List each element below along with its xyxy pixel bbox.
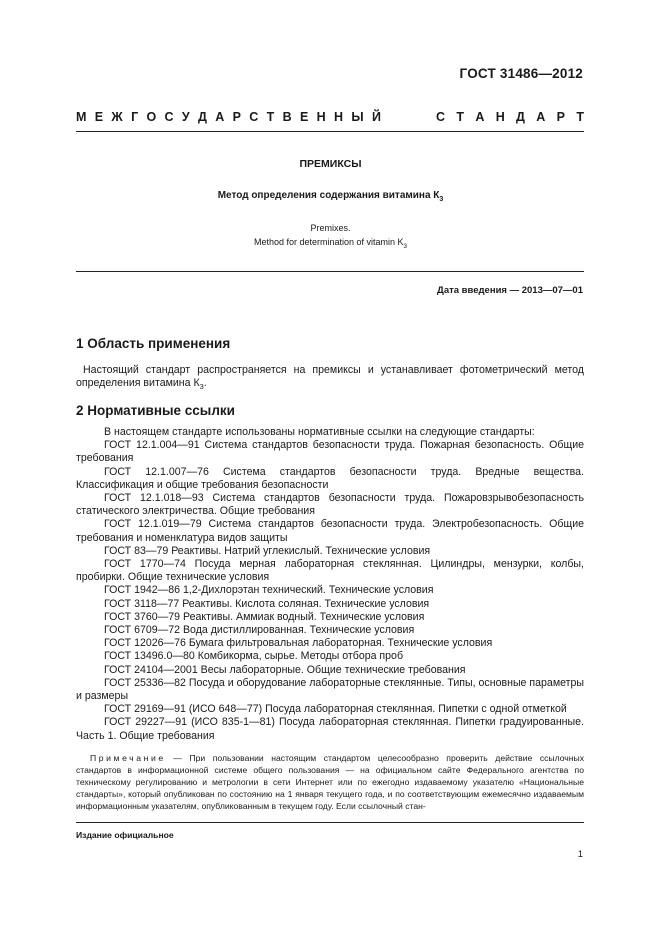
banner-letter: А: [215, 110, 225, 124]
banner-letter: Ы: [351, 110, 364, 124]
section-1-text: [76, 364, 584, 394]
banner-letter: М: [76, 110, 87, 124]
banner-word-interstate: [76, 110, 381, 124]
reference-item: [76, 637, 584, 650]
banner-letter: А: [475, 110, 485, 124]
page-number: 1: [577, 849, 583, 860]
reference-text: ГОСТ 6709—72 Вода дистиллированная. Технические условия: [104, 624, 415, 637]
reference-text: ГОСТ 12.1.019—79 Система стандартов безопасности труда. Электробезопасность. Общие требования и номенклатура видов защиты: [76, 518, 584, 544]
banner-letter: С: [164, 110, 174, 124]
header-rule: [76, 131, 584, 132]
reference-text: ГОСТ 29227—91 (ИСО 835-1—81) Посуда лабораторная стеклянная. Пипетки градуированные. Часть 1. Общие требования: [76, 716, 584, 742]
banner-letter: С: [436, 110, 446, 124]
banner-letter: Ж: [111, 110, 123, 124]
edition-label: Издание официальное: [76, 830, 174, 840]
note-lead: Примечание: [90, 753, 166, 763]
subtitle-index: 3: [439, 196, 444, 203]
reference-item: [76, 716, 584, 742]
note-paragraph: [76, 752, 584, 812]
reference-item: [76, 584, 584, 597]
banner-letter: Р: [232, 110, 241, 124]
banner-letter: Й: [371, 110, 381, 124]
reference-item: [76, 624, 584, 637]
standard-type-banner: [76, 110, 584, 124]
footer-rule: [76, 822, 584, 823]
banner-letter: У: [181, 110, 190, 124]
reference-text: ГОСТ 1942—86 1,2-Дихлорэтан технический. Технические условия: [104, 584, 434, 597]
banner-letter: Е: [94, 110, 104, 124]
banner-letter: Н: [334, 110, 344, 124]
reference-text: ГОСТ 25336—82 Посуда и оборудование лабораторные стеклянные. Типы, основные параметры и размеры: [76, 676, 584, 703]
reference-text: ГОСТ 24104—2001 Весы лабораторные. Общие технические требования: [104, 663, 466, 676]
reference-item: [76, 650, 584, 663]
english-title-index: 3: [403, 242, 408, 250]
reference-item: [76, 598, 584, 611]
reference-item: [76, 558, 584, 584]
references-list: [76, 426, 584, 743]
section-1-heading: 1 Область применения: [76, 336, 231, 351]
banner-letter: Н: [316, 110, 326, 124]
references-intro: [76, 426, 584, 439]
banner-letter: О: [146, 110, 157, 124]
english-title-text: Method for determination of vitamin K: [253, 237, 404, 247]
reference-item: [76, 466, 584, 492]
reference-item: [76, 677, 584, 703]
document-code: ГОСТ 31486—2012: [459, 66, 583, 81]
reference-item: [76, 492, 584, 518]
section-1-body: Настоящий стандарт распространяется на премиксы и устанавливает фотометрический метод определения витамина К: [76, 364, 584, 390]
reference-text: ГОСТ 83—79 Реактивы. Натрий углекислый. Технические условия: [104, 544, 431, 557]
banner-letter: Д: [198, 110, 207, 124]
banner-letter: С: [249, 110, 259, 124]
reference-text: В настоящем стандарте использованы нормативные ссылки на следующие стандарты:: [104, 426, 535, 438]
english-title-line-2: [0, 235, 661, 254]
banner-letter: Т: [456, 110, 464, 124]
reference-text: ГОСТ 12.1.007—76 Система стандартов безопасности труда. Вредные вещества. Классификация и общие требования безопасности: [76, 465, 584, 491]
reference-text: ГОСТ 12.1.004—91 Система стандартов безопасности труда. Пожарная безопасность. Общие требования: [76, 439, 584, 465]
reference-item: [76, 545, 584, 558]
banner-letter: Е: [299, 110, 309, 124]
title-rule: [76, 271, 584, 272]
section-2-heading: 2 Нормативные ссылки: [76, 403, 235, 418]
banner-letter: Т: [576, 110, 584, 124]
document-subtitle: [0, 190, 661, 203]
reference-item: [76, 518, 584, 544]
banner-letter: Г: [131, 110, 139, 124]
banner-letter: Т: [266, 110, 275, 124]
reference-text: ГОСТ 1770—74 Посуда мерная лабораторная стеклянная. Цилиндры, мензурки, колбы, пробирки. Общие технические условия: [76, 558, 584, 584]
banner-letter: В: [282, 110, 292, 124]
reference-text: ГОСТ 13496.0—80 Комбикорма, сырье. Методы отбора проб: [104, 650, 404, 663]
banner-letter: Н: [495, 110, 505, 124]
banner-letter: А: [536, 110, 546, 124]
banner-letter: Р: [556, 110, 565, 124]
reference-text: ГОСТ 12.1.018—93 Система стандартов безопасности труда. Пожаровзрывобезопасность статического электричества. Общие требования: [76, 492, 584, 518]
reference-item: [76, 703, 584, 716]
english-title: [0, 221, 661, 254]
reference-item: [76, 439, 584, 465]
reference-text: ГОСТ 3760—79 Реактивы. Аммиак водный. Технические условия: [104, 610, 425, 623]
section-1-index: 3: [199, 382, 204, 392]
banner-word-standard: [436, 110, 584, 124]
section-1-end: .: [203, 377, 207, 390]
english-title-line-1: Premixes.: [310, 223, 351, 233]
introduction-date: Дата введения — 2013—07—01: [437, 285, 583, 296]
reference-item: [76, 664, 584, 677]
document-title: ПРЕМИКСЫ: [299, 158, 362, 170]
reference-item: [76, 611, 584, 624]
reference-text: ГОСТ 29169—91 (ИСО 648—77) Посуда лабораторная стеклянная. Пипетки с одной отметкой: [104, 703, 567, 716]
note-text: — При пользовании настоящим стандартом целесообразно проверить действие ссылочных стандартов в информационной системе общего пользования — на официальном сайте Федерального агентства по техническому регулированию и метрологии в сети Интернет или по ежегодно издаваемому указателю «Национальные стандарты», который опубликован по состоянию на 1 января текущего года, и по соответствующим ежемесячно издаваемым информационным указателям, опубликованным в текущем году. Если ссылочный стан-: [76, 753, 584, 811]
banner-letter: Д: [516, 110, 525, 124]
subtitle-text: Метод определения содержания витамина К: [217, 190, 440, 201]
reference-text: ГОСТ 12026—76 Бумага фильтровальная лабораторная. Технические условия: [104, 637, 493, 650]
reference-text: ГОСТ 3118—77 Реактивы. Кислота соляная. Технические условия: [104, 597, 430, 610]
